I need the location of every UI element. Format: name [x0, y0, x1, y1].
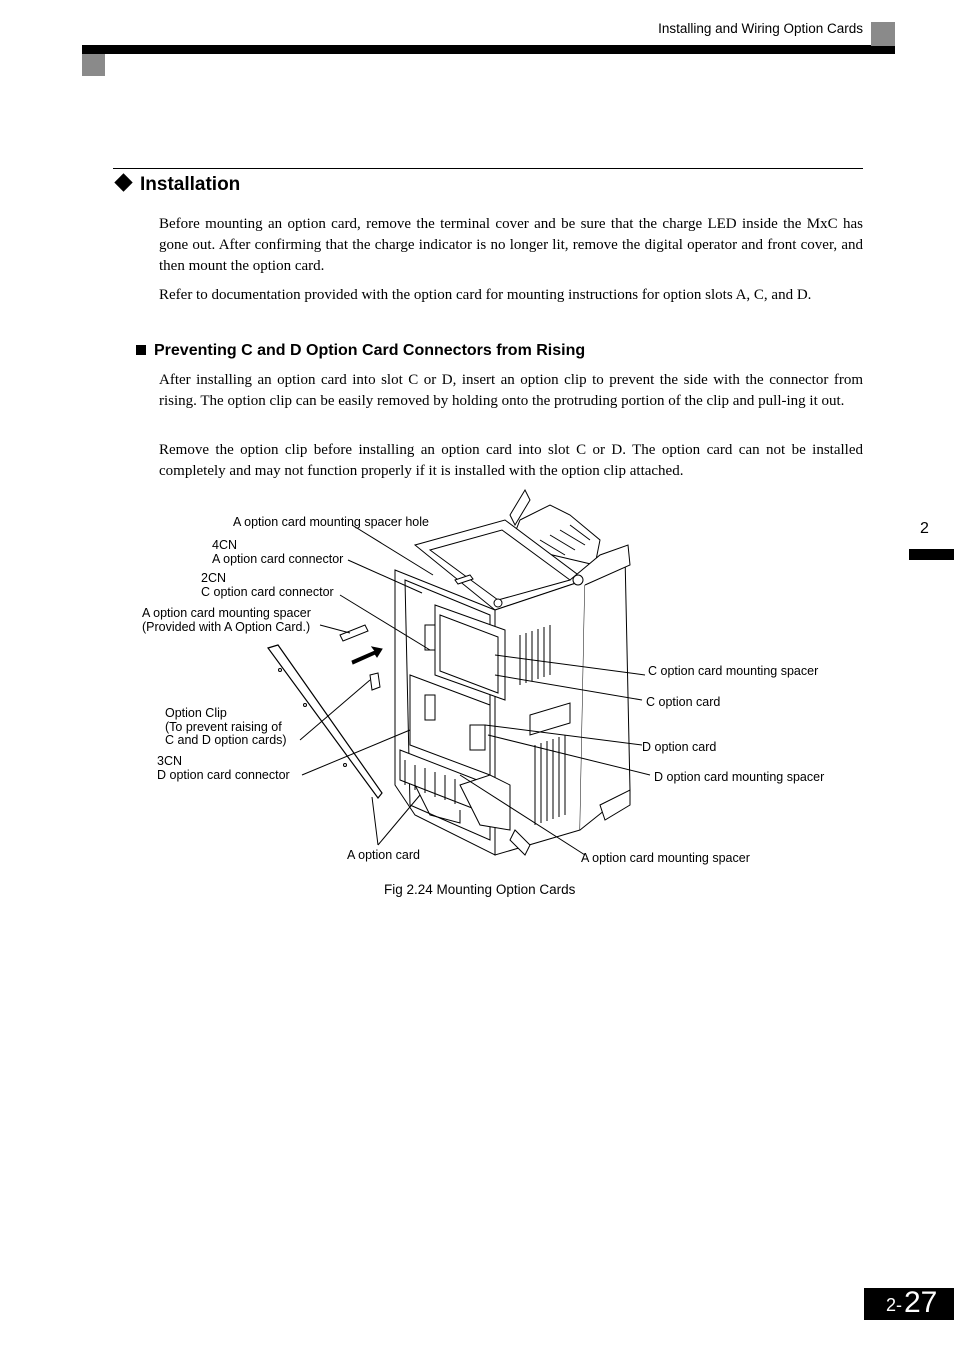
label-2cn: 2CN C option card connector — [201, 571, 334, 599]
paragraph: Before mounting an option card, remove the terminal cover and be sure that the charge LED inside the MxC has gone out. After confirming that the charge indicator is no longer lit, remove the digital operator and front cover, and then mount the option card. — [159, 216, 863, 274]
page-number-prefix: 2- — [886, 1295, 903, 1315]
section-title: Installation — [140, 174, 241, 195]
mounting-option-cards-figure — [130, 485, 850, 875]
label-a-card: A option card — [347, 848, 420, 862]
paragraph: Remove the option clip before installing an option card into slot C or D. The option card can not be installed completely and may not function properly if it is installed with the option clip attached. — [159, 442, 863, 479]
chapter-tab-bar — [909, 549, 954, 560]
subsection-title: Preventing C and D Option Card Connectors from Rising — [154, 342, 586, 359]
chapter-tab-number: 2 — [920, 520, 929, 537]
paragraph: After installing an option card into slot C or D, insert an option clip to prevent the side with the connector from rising. The option clip can be easily removed by holding onto the protruding portion of the clip and pull-ing it out. — [159, 372, 863, 409]
label-c-spacer: C option card mounting spacer — [648, 664, 819, 678]
page-number-value: 27 — [904, 1286, 938, 1319]
label-spacer-hole: A option card mounting spacer hole — [233, 515, 429, 529]
label-c-card: C option card — [646, 695, 721, 709]
page-number — [864, 1288, 954, 1320]
label-d-card: D option card — [642, 740, 717, 754]
label-a-spacer-provided: A option card mounting spacer (Provided with A Option Card.) — [142, 606, 311, 634]
diamond-bullet-icon — [114, 173, 132, 191]
label-4cn: 4CN A option card connector — [212, 538, 344, 566]
subsection-heading — [136, 342, 585, 360]
header-rule — [82, 45, 895, 54]
header-marker-left — [82, 54, 105, 76]
section-heading — [113, 174, 240, 196]
label-d-spacer: D option card mounting spacer — [654, 770, 825, 784]
header-marker-right — [871, 22, 895, 46]
paragraph: Refer to documentation provided with the option card for mounting instructions for option slots A, C, and D. — [159, 287, 812, 303]
running-header: Installing and Wiring Option Cards — [658, 21, 863, 36]
label-a-spacer: A option card mounting spacer — [581, 851, 750, 865]
figure-caption: Fig 2.24 Mounting Option Cards — [384, 882, 576, 897]
square-bullet-icon — [136, 345, 146, 355]
label-option-clip: Option Clip (To prevent raising of C and D option cards) — [165, 706, 287, 747]
label-3cn: 3CN D option card connector — [157, 754, 290, 782]
section-rule — [113, 168, 863, 169]
